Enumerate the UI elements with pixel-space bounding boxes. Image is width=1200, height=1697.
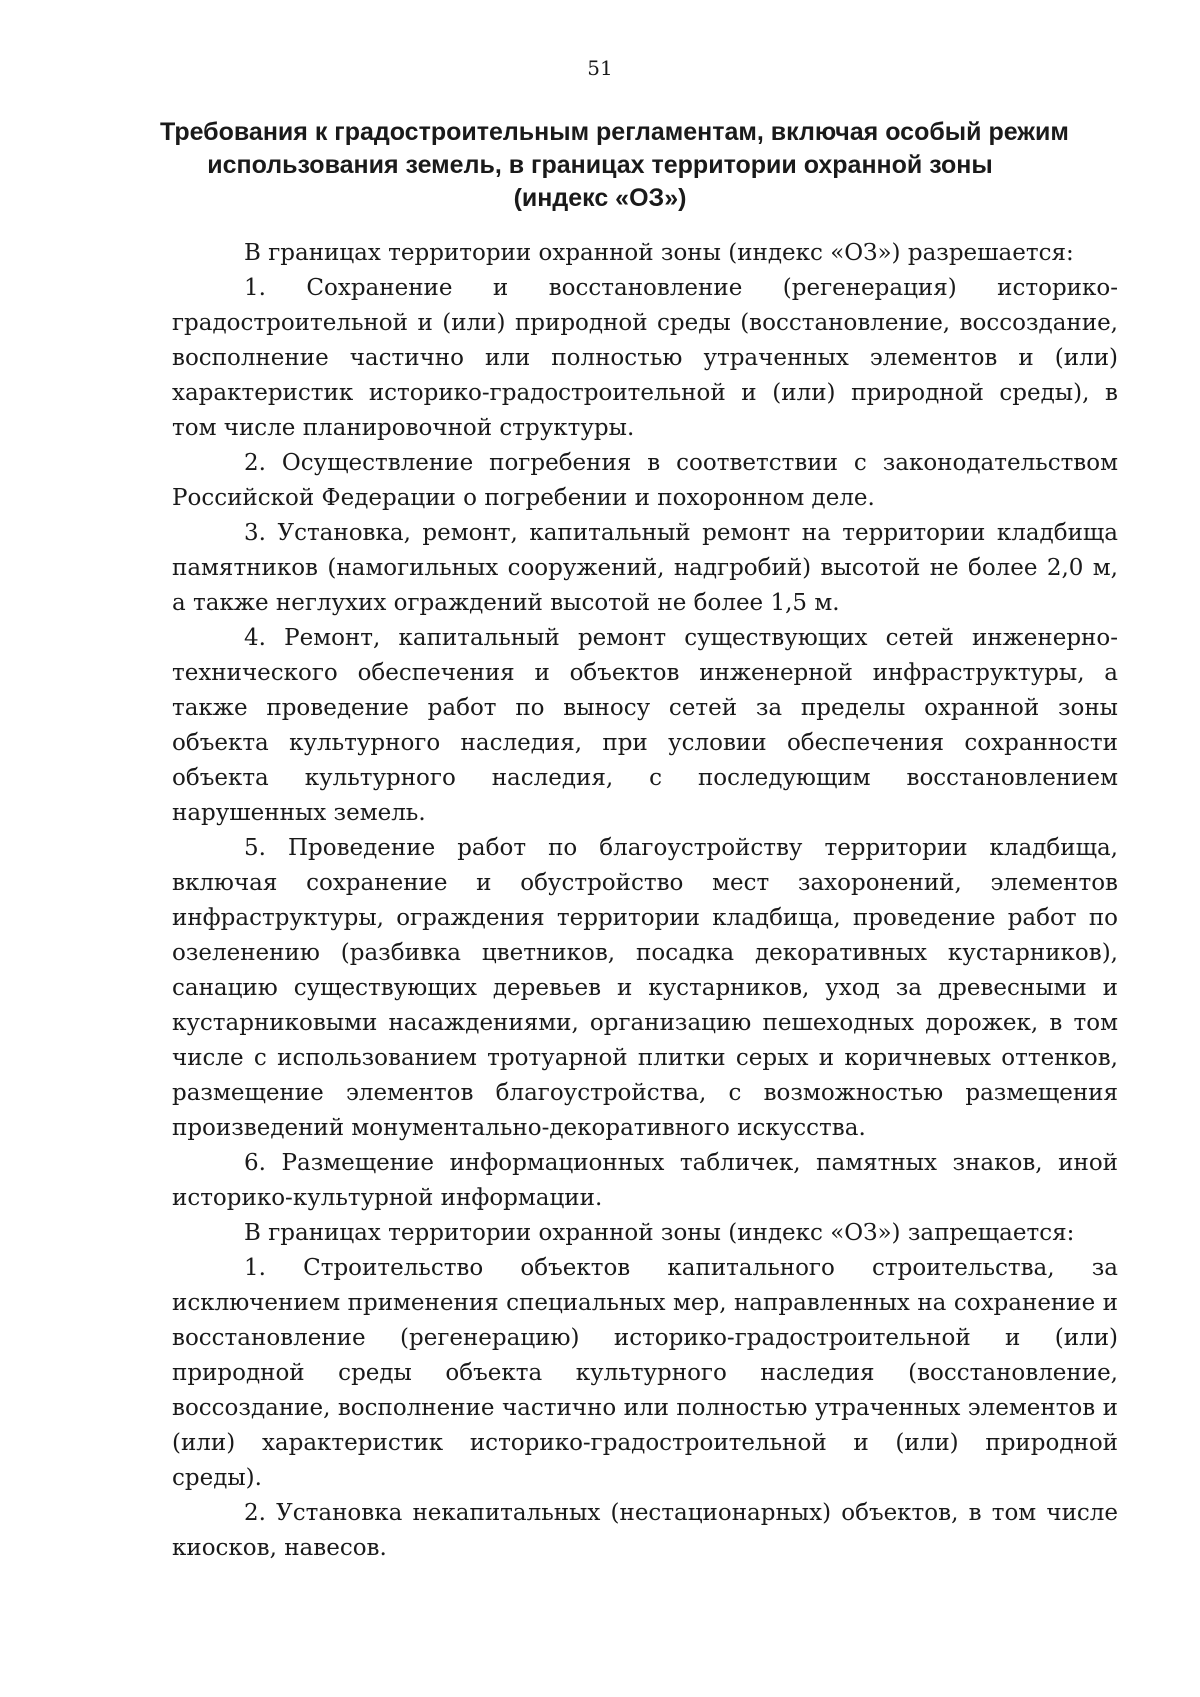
page-number: 51 [587, 56, 613, 80]
paragraph-allowed-item: 2. Осуществление погребения в соответствии с законодательством Российской Федерации о погребении и похоронном деле. [172, 450, 1118, 511]
paragraph-allowed-item: 5. Проведение работ по благоустройству территории кладбища, включая сохранение и обустройство мест захоронений, элементов инфраструктуры, ограждения территории кладбища, проведение работ по озеленению (разбивка цветников, посадка декоративных кустарников), санацию существующих деревьев и кустарников, уход за древесными и кустарниковыми насаждениями, организацию пешеходных дорожек, в том числе с использованием тротуарной плитки серых и коричневых оттенков, размещение элементов благоустройства, с возможностью размещения произведений монументально-декоративного искусства. [172, 835, 1118, 1141]
paragraph-prohibited-intro: В границах территории охранной зоны (индекс «ОЗ») запрещается: [244, 1220, 1075, 1246]
title-line: использования земель, в границах территории охранной зоны [207, 151, 993, 179]
paragraph-allowed-item: 1. Сохранение и восстановление (регенерация) историко-градостроительной и (или) природной среды (восстановление, воссоздание, восполнение частично или полностью утраченных элементов и (или) характеристик историко-градостроительной и (или) природной среды), в том числе планировочной структуры. [172, 275, 1118, 441]
paragraph-allowed-intro: В границах территории охранной зоны (индекс «ОЗ») разрешается: [244, 240, 1074, 266]
paragraph-prohibited-item: 2. Установка некапитальных (нестационарных) объектов, в том числе киосков, навесов. [172, 1500, 1118, 1561]
paragraph-allowed-item: 4. Ремонт, капитальный ремонт существующих сетей инженерно-технического обеспечения и объектов инженерной инфраструктуры, а также проведение работ по выносу сетей за пределы охранной зоны объекта культурного наследия, при условии обеспечения сохранности объекта культурного наследия, с последующим восстановлением нарушенных земель. [172, 625, 1118, 826]
title-line: Требования к градостроительным регламентам, включая особый режим [160, 118, 1069, 146]
paragraph-prohibited-item: 1. Строительство объектов капитального строительства, за исключением применения специальных мер, направленных на сохранение и восстановление (регенерацию) историко-градостроительной и (или) природной среды объекта культурного наследия (восстановление, воссоздание, восполнение частично или полностью утраченных элементов и (или) характеристик историко-градостроительной и (или) природной среды). [172, 1255, 1118, 1491]
document-body [172, 236, 1118, 1566]
document-title [160, 116, 1069, 215]
title-line: (индекс «ОЗ») [513, 184, 687, 212]
paragraph-allowed-item: 3. Установка, ремонт, капитальный ремонт на территории кладбища памятников (намогильных сооружений, надгробий) высотой не более 2,0 м, а также неглухих ограждений высотой не более 1,5 м. [172, 520, 1118, 616]
paragraph-allowed-item: 6. Размещение информационных табличек, памятных знаков, иной историко-культурной информации. [172, 1150, 1118, 1211]
